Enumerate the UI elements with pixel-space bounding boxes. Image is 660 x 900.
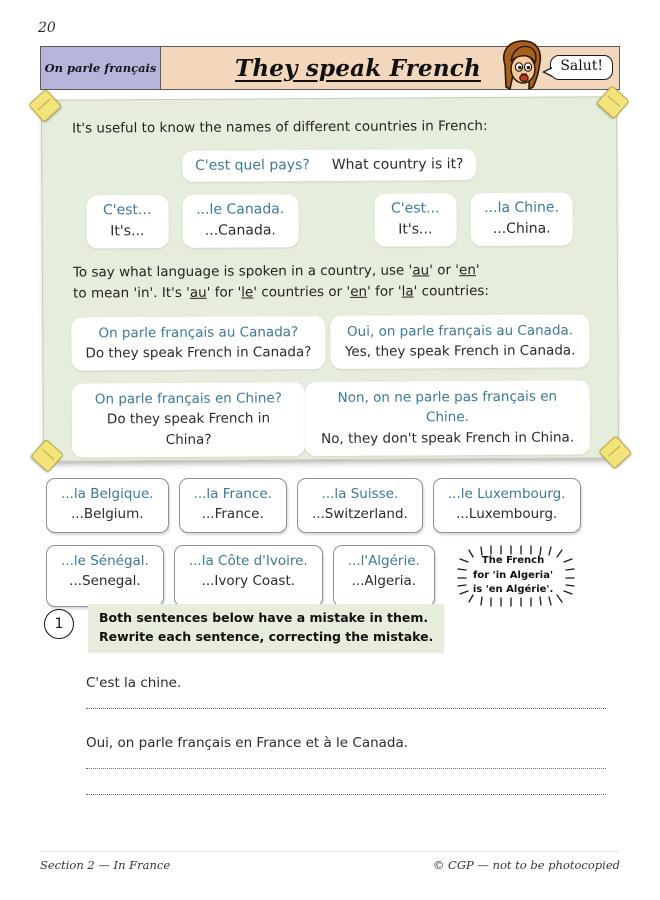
country-example-chip-row [64, 193, 594, 249]
country-english: ...Switzerland. [311, 505, 408, 522]
cartoon-girl-icon [499, 39, 545, 97]
dialogue-english: Do they speak French in China? [106, 410, 271, 448]
teaching-panel [41, 96, 619, 462]
dialogue-french: Oui, on parle français au Canada. [346, 322, 574, 340]
country-box [333, 545, 435, 607]
country-row-2 [46, 545, 614, 607]
country-box [297, 478, 423, 533]
country-box [433, 478, 581, 533]
dialogue-french: Non, on ne parle pas français en Chine. [337, 388, 558, 426]
country-box [179, 478, 287, 533]
answer-line[interactable] [86, 707, 606, 709]
question-number: 1 [44, 609, 74, 639]
country-english: ...Ivory Coast. [201, 572, 296, 589]
page-header-banner [40, 46, 620, 90]
chip-french: C'est... [102, 202, 152, 219]
page-title: They speak French [235, 54, 481, 82]
country-box [46, 545, 164, 607]
chip-french: ...le Canada. [196, 201, 285, 219]
example-chip [470, 193, 573, 246]
dialogue-question [71, 316, 325, 371]
underlined-word: au [412, 262, 430, 279]
country-french: ...l'Algérie. [347, 553, 420, 570]
exercise-header [44, 604, 616, 653]
dialogue-english: Do they speak French in Canada? [85, 344, 312, 362]
intro-text: It's useful to know the names of different countries in French: [72, 118, 488, 137]
instruction-line-1: Both sentences below have a mistake in them. [99, 610, 429, 625]
dialogue-english: No, they don't speak French in China. [321, 429, 575, 447]
country-french: ...la Belgique. [61, 486, 154, 502]
chip-english: ...Canada. [204, 221, 276, 239]
example-chip [86, 195, 168, 248]
country-french: ...la Suisse. [321, 486, 399, 502]
tip-line-2: for 'in Algeria' [473, 569, 554, 581]
country-english: ...Algeria. [351, 572, 417, 589]
example-chip [374, 193, 456, 246]
exercise-instruction [88, 604, 444, 653]
tip-line-1: The French [481, 555, 545, 567]
starburst-tip-box [457, 545, 569, 607]
dialogue-english: Yes, they speak French in Canada. [344, 342, 576, 360]
question-chip-row [64, 148, 594, 183]
dialogue-answer [331, 314, 590, 369]
chip-gap [312, 194, 360, 247]
country-english: ...France. [201, 505, 264, 522]
chip-french: ...la Chine. [484, 199, 560, 217]
topic-tag: On parle français [41, 47, 161, 89]
example-chip [182, 194, 298, 247]
dialogue-french: On parle français au Canada? [98, 323, 299, 342]
page-footer [40, 858, 620, 872]
underlined-word: en [458, 261, 476, 279]
dialogue-french: On parle français en Chine? [94, 390, 282, 408]
footer-section: Section 2 — In France [40, 858, 171, 872]
underlined-word: au [189, 284, 207, 301]
exercise-sentence-1: C'est la chine. [86, 674, 182, 691]
chip-french: C'est quel pays? [195, 157, 310, 174]
chip-english: It's... [398, 220, 433, 238]
country-english: ...Senegal. [69, 572, 141, 589]
underlined-word: en [350, 283, 368, 300]
dialogue-row-canada [65, 314, 595, 371]
tip-line-3: is 'en Algérie'. [472, 584, 554, 596]
dialogue-row-china [66, 381, 596, 458]
dialogue-question [72, 382, 306, 457]
country-vocab-section [46, 478, 614, 607]
chip-english: It's... [110, 222, 145, 239]
country-row-1 [46, 478, 614, 533]
instruction-line-2: Rewrite each sentence, correcting the mistake. [99, 628, 434, 644]
country-french: ...la Côte d'Ivoire. [188, 553, 308, 570]
page-number: 20 [38, 20, 56, 36]
underlined-word: le [241, 284, 254, 301]
exercise-sentence-2: Oui, on parle français en France et à le Canada. [86, 734, 409, 751]
country-box [174, 545, 323, 607]
answer-line[interactable] [86, 767, 606, 769]
exercise-block [44, 604, 616, 795]
speech-bubble: Salut! [550, 55, 613, 80]
header-title-area [161, 47, 619, 89]
underlined-word: la [401, 283, 414, 300]
chip-english: ...China. [492, 220, 551, 237]
country-french: ...le Sénégal. [61, 553, 149, 570]
dialogue-answer [305, 381, 590, 456]
footer-copyright: © CGP — not to be photocopied [432, 858, 620, 872]
chip-french: C'est... [390, 200, 440, 217]
country-english: ...Belgium. [71, 505, 144, 522]
country-english: ...Luxembourg. [456, 505, 558, 522]
grammar-explanation: To say what language is spoken in a country, use 'au' or 'en' to mean 'in'. It's 'au' for 'le' countries or 'en' for 'la' countries: [72, 261, 489, 302]
country-french: ...la France. [193, 486, 272, 502]
country-box [46, 478, 169, 533]
country-french: ...le Luxembourg. [447, 486, 566, 502]
answer-line[interactable] [86, 793, 606, 795]
chip-english: What country is it? [331, 156, 464, 173]
question-chip [182, 149, 477, 182]
footer-divider [40, 851, 620, 852]
